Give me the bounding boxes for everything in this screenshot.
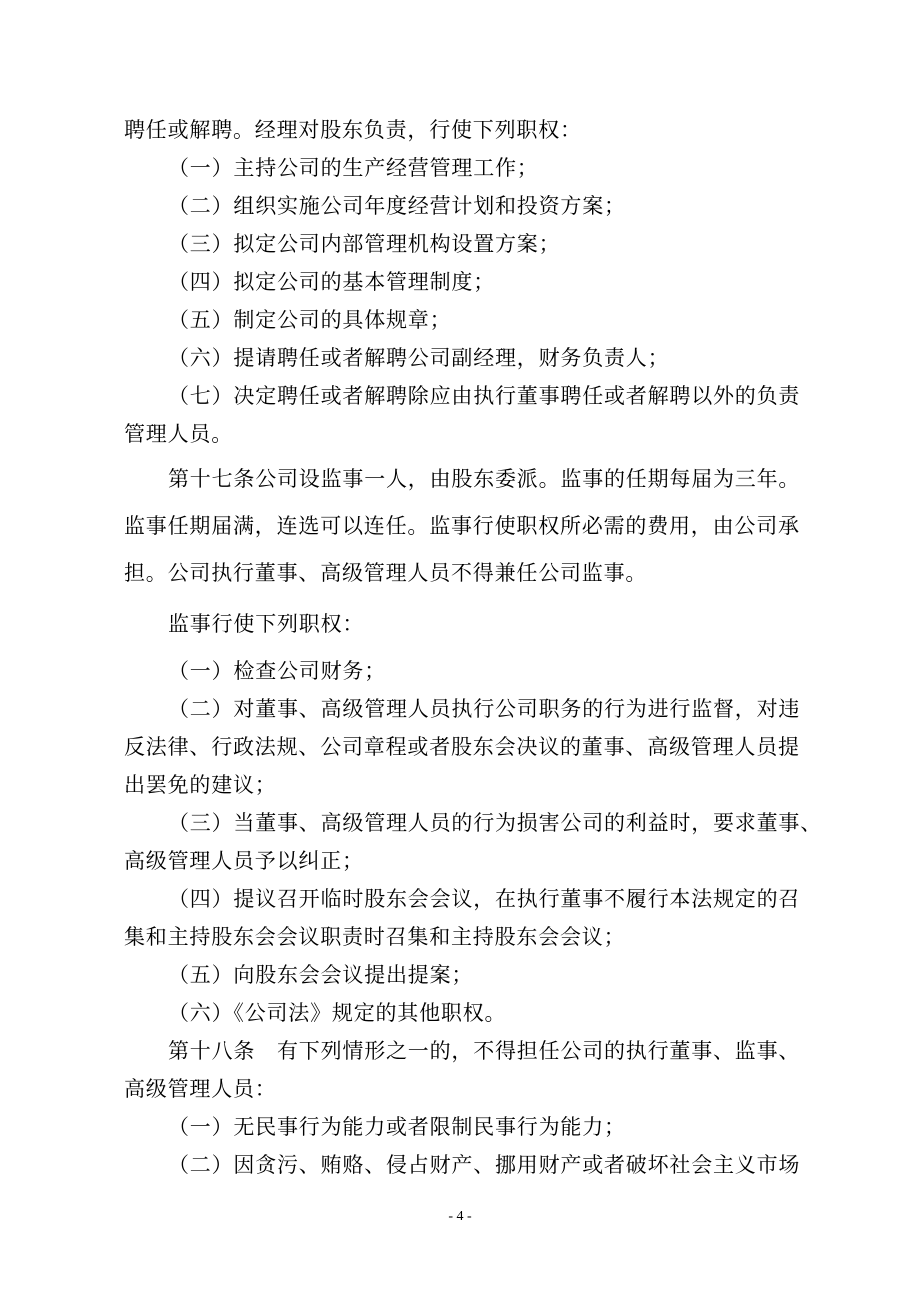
- text-line: （一）无民事行为能力或者限制民事行为能力；: [168, 1115, 626, 1139]
- text-line: （四）提议召开临时股东会会议，在执行董事不履行本法规定的召: [168, 887, 801, 911]
- page-number: - 4 -: [448, 1209, 472, 1224]
- text-line: 反法律、行政法规、公司章程或者股东会决议的董事、高级管理人员提: [124, 735, 800, 759]
- text-line: （六）《公司法》规定的其他职权。: [168, 1001, 507, 1025]
- text-line: （二）对董事、高级管理人员执行公司职务的行为进行监督，对违: [168, 697, 801, 721]
- text-line: 第十八条 有下列情形之一的，不得担任公司的执行董事、监事、: [168, 1039, 801, 1063]
- text-line: （四）拟定公司的基本管理制度；: [168, 270, 495, 294]
- text-line: （二）因贪污、贿赂、侵占财产、挪用财产或者破坏社会主义市场: [168, 1153, 801, 1177]
- text-line: （一）主持公司的生产经营管理工作；: [168, 156, 539, 180]
- text-line: （六）提请聘任或者解聘公司副经理，财务负责人；: [168, 346, 670, 370]
- text-line: （五）制定公司的具体规章；: [168, 308, 452, 332]
- text-line: （一）检查公司财务；: [168, 659, 386, 683]
- text-line: （三）拟定公司内部管理机构设置方案；: [168, 232, 561, 256]
- text-line: 第十七条公司设监事一人，由股东委派。监事的任期每届为三年。: [168, 467, 801, 491]
- text-line: 集和主持股东会会议职责时召集和主持股东会会议；: [124, 925, 626, 949]
- text-line: （五）向股东会会议提出提案；: [168, 963, 474, 987]
- text-line: （二）组织实施公司年度经营计划和投资方案；: [168, 194, 626, 218]
- text-line: 聘任或解聘。经理对股东负责，行使下列职权：: [124, 118, 582, 142]
- text-line: 出罢免的建议；: [124, 773, 277, 797]
- text-line: 高级管理人员予以纠正；: [124, 849, 364, 873]
- text-line: 担。公司执行董事、高级管理人员不得兼任公司监事。: [124, 561, 648, 585]
- text-line: 监事行使下列职权：: [168, 612, 365, 636]
- text-line: 高级管理人员：: [124, 1077, 277, 1101]
- text-line: 监事任期届满，连选可以连任。监事行使职权所必需的费用，由公司承: [124, 514, 800, 538]
- text-line: 管理人员。: [124, 422, 233, 446]
- text-line: （七）决定聘任或者解聘除应由执行董事聘任或者解聘以外的负责: [168, 384, 801, 408]
- text-line: （三）当董事、高级管理人员的行为损害公司的利益时，要求董事、: [168, 811, 822, 835]
